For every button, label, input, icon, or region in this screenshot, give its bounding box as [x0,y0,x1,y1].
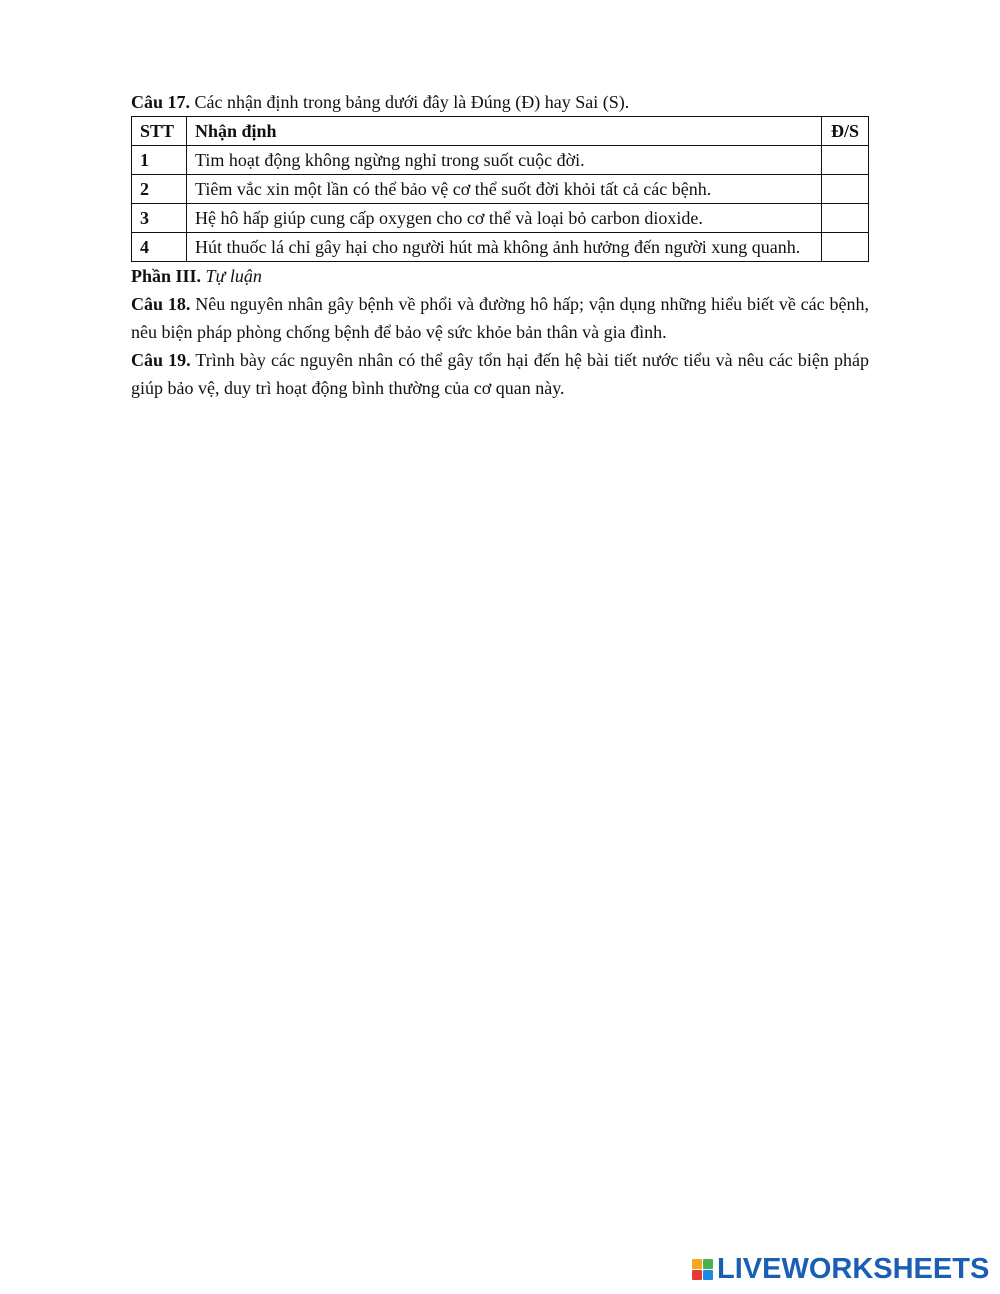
worksheet-page [131,88,869,402]
statement-text: Tim hoạt động không ngừng nghỉ trong suốt cuộc đời. [187,146,822,175]
row-number: 3 [132,204,187,233]
question-18-label: Câu 18. [131,294,191,314]
question-19-text: Trình bày các nguyên nhân có thể gây tổn hại đến hệ bài tiết nước tiểu và nêu các biện pháp giúp bảo vệ, duy trì hoạt động bình thường của cơ quan này. [131,350,869,398]
liveworksheets-logo-icon [692,1259,713,1280]
question-18-text: Nêu nguyên nhân gây bệnh về phổi và đường hô hấp; vận dụng những hiểu biết về các bệnh, nêu biện pháp phòng chống bệnh để bảo vệ sức khỏe bản thân và gia đình. [131,294,869,342]
header-statement: Nhận định [187,117,822,146]
part-3-heading [131,262,869,290]
table-row [132,146,869,175]
logo-text: LIVEWORKSHEETS [717,1252,990,1285]
logo-square-i [703,1259,713,1269]
header-stt: STT [132,117,187,146]
question-19 [131,346,869,402]
logo-square-l [692,1259,702,1269]
table-row [132,175,869,204]
row-number: 2 [132,175,187,204]
question-18 [131,290,869,346]
header-answer: Đ/S [822,117,869,146]
answer-cell[interactable] [822,175,869,204]
statement-text: Tiêm vắc xin một lần có thể bảo vệ cơ thể suốt đời khỏi tất cả các bệnh. [187,175,822,204]
question-17-label: Câu 17. [131,92,191,112]
answer-cell[interactable] [822,204,869,233]
row-number: 4 [132,233,187,262]
question-17 [131,88,869,116]
part-3-label: Phần III. [131,266,202,286]
statement-text: Hệ hô hấp giúp cung cấp oxygen cho cơ thể và loại bỏ carbon dioxide. [187,204,822,233]
statement-text: Hút thuốc lá chỉ gây hại cho người hút mà không ảnh hưởng đến người xung quanh. [187,233,822,262]
logo-square-e [703,1270,713,1280]
statements-table [131,116,869,262]
answer-cell[interactable] [822,233,869,262]
row-number: 1 [132,146,187,175]
question-17-text: Các nhận định trong bảng dưới đây là Đúng (Đ) hay Sai (S). [190,92,630,112]
logo-square-v [692,1270,702,1280]
part-3-title: Tự luận [201,266,262,286]
answer-cell[interactable] [822,146,869,175]
question-19-label: Câu 19. [131,350,191,370]
table-row [132,233,869,262]
table-header-row [132,117,869,146]
liveworksheets-logo [692,1254,989,1284]
table-row [132,204,869,233]
